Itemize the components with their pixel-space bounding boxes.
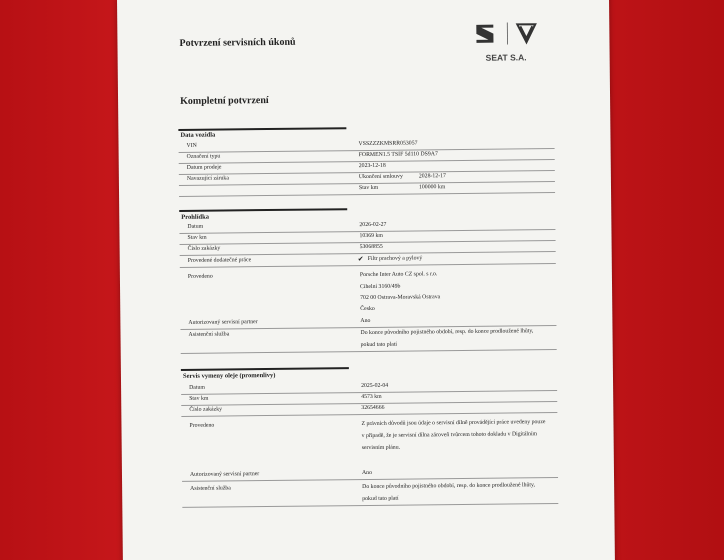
- row-value-secondary: 2028-12-17: [418, 173, 446, 180]
- row-label: Autorizovaný servisní partner: [188, 319, 258, 326]
- row-label: Číslo zakázky: [187, 245, 221, 252]
- performed-line: v případě, že je servisní dílna zároveň tvůrcem tohoto dokladu v Digitálním: [361, 431, 538, 440]
- assist-line: Do konce původního pojistného období, resp. do konce prodloužené lhůty,: [362, 482, 536, 491]
- page-title: Potvrzení servisních úkonů: [179, 36, 296, 49]
- row-divider: [181, 349, 557, 354]
- row-value: VSSZZZKMSRR053057: [358, 140, 418, 148]
- checkmark-icon: ✔: [357, 254, 364, 263]
- row-value: Stav km: [358, 184, 379, 192]
- row-value: 4573 km: [361, 393, 382, 401]
- row-label: Číslo zakázky: [189, 406, 223, 413]
- row-value: 53068855: [359, 243, 383, 251]
- row-value: Filtr prachový a pylový: [367, 255, 423, 262]
- section-rule: [178, 127, 346, 130]
- vehicle-section-title: Data vozidla: [180, 131, 216, 139]
- performed-line: servisním plánu.: [361, 444, 401, 452]
- table-row: [182, 466, 558, 482]
- row-label: Navazující záruka: [186, 175, 229, 182]
- inspection-section-title: Prohlídka: [181, 213, 210, 221]
- row-label: Provedené dodatečné práce: [187, 257, 252, 264]
- document-page: [117, 0, 615, 560]
- section-rule: [181, 367, 349, 370]
- assist-label: Asistenční služba: [190, 485, 231, 492]
- row-value: 2023-12-18: [358, 162, 386, 170]
- row-value-secondary: 100000 km: [418, 184, 446, 191]
- performed-line: 702 00 Ostrava-Moravská Ostrava: [360, 294, 441, 302]
- row-value: Ukončení smlouvy: [358, 173, 403, 181]
- row-label: Datum prodeje: [186, 164, 222, 171]
- row-label: Stav km: [189, 395, 209, 402]
- row-label: Datum: [189, 384, 205, 391]
- table-row: [180, 314, 556, 330]
- row-value: 32654666: [361, 404, 385, 412]
- row-label: Datum: [187, 223, 204, 230]
- row-value: Ano: [361, 469, 372, 477]
- table-row: [180, 252, 556, 268]
- table-row: [179, 181, 555, 197]
- row-label: Autorizovaný servisní partner: [189, 471, 260, 478]
- performed-line: Z právních důvodů jsou údaje o servisní dílně provádějící práce uvedeny pouze: [361, 419, 546, 428]
- section-heading: Kompletní potvrzení: [180, 95, 269, 107]
- row-label: VIN: [186, 142, 197, 149]
- row-value: Ano: [360, 317, 371, 325]
- performed-line: Cihelní 3160/49b: [360, 283, 401, 291]
- assist-line: pokud tato platí: [360, 341, 398, 349]
- performed-line: Česko: [360, 305, 375, 313]
- row-value: 2025-02-04: [361, 382, 389, 390]
- row-label: Stav km: [187, 234, 207, 241]
- assist-line: pokud tato platí: [362, 495, 399, 503]
- performed-line: Porsche Inter Auto CZ spol. s r.o.: [359, 271, 438, 279]
- oil-section-title: Servis vymeny oleje (promenlivy): [182, 371, 276, 380]
- performed-label: Provedeno: [187, 273, 213, 280]
- row-value: FORMEN1.5 TSIF 5d110 DS9A7: [358, 151, 438, 159]
- assist-line: Do konce původního pojistného období, resp. do konce prodloužené lhůty,: [360, 328, 534, 337]
- section-rule: [179, 208, 347, 211]
- table-row: [181, 401, 557, 417]
- brand-name: SEAT S.A.: [485, 52, 527, 63]
- row-divider: [182, 503, 558, 508]
- row-value: 2026-02-27: [359, 221, 387, 229]
- performed-label: Provedeno: [189, 422, 215, 429]
- assist-label: Asistenční služba: [188, 331, 230, 338]
- row-value: 10369 km: [359, 232, 383, 240]
- row-label: Označení typu: [186, 153, 221, 160]
